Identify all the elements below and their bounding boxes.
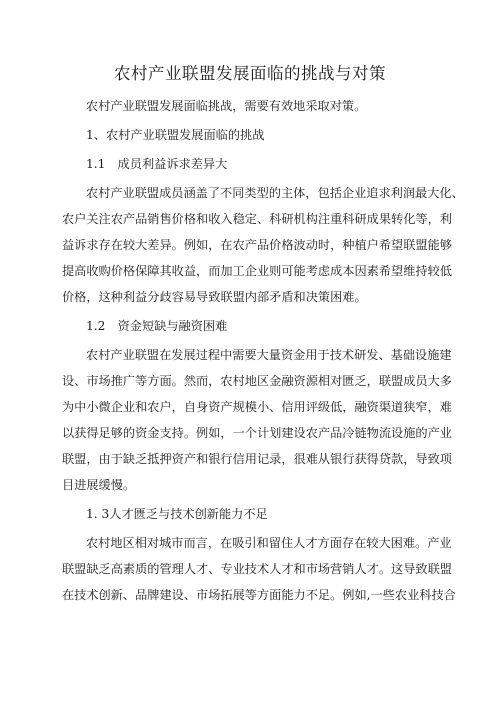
paragraph-line: 农村地区相对城市而言，在吸引和留住人才方面存在较大困难。产业 — [86, 536, 452, 550]
document-title: 农村产业联盟发展面临的挑战与对策 — [114, 64, 386, 83]
paragraph-line: 农村产业联盟在发展过程中需要大量资金用于技术研发、基础设施建 — [86, 348, 452, 362]
paragraph-line: 联盟缺乏高素质的管理人才、专业技术人才和市场营销人才。这导致联盟 — [62, 562, 452, 576]
paragraph-line: 联盟，由于缺乏抵押资产和银行信用记录，很难从银行获得贷款，导致项 — [62, 452, 452, 466]
paragraph-line: 以获得足够的资金支持。例如，一个计划建设农产品冷链物流设施的产业 — [62, 426, 452, 440]
paragraph-line: 农村产业联盟成员涵盖了不同类型的主体，包括企业追求利润最大化、 — [86, 186, 464, 200]
subsection-heading-1-2: 1.2 资金短缺与融资困难 — [86, 319, 228, 333]
subsection-heading-1-3: 1. 3人才匮乏与技术创新能力不足 — [86, 507, 268, 521]
paragraph-line: 农户关注农产品销售价格和收入稳定、科研机构注重科研成果转化等，利 — [62, 212, 452, 226]
paragraph-line: 设、市场推广等方面。然而，农村地区金融资源相对匮乏，联盟成员大多 — [62, 374, 452, 388]
paragraph-line: 价格，这种利益分歧容易导致联盟内部矛盾和决策困难。 — [62, 290, 367, 304]
paragraph-line: 为中小微企业和农户，自身资产规模小、信用评级低，融资渠道狭窄，难 — [62, 400, 452, 414]
subsection-heading-1-1: 1.1 成员利益诉求差异大 — [86, 157, 228, 171]
paragraph-line: 益诉求存在较大差异。例如，在农产品价格波动时，种植户希望联盟能够 — [62, 238, 452, 252]
intro-paragraph: 农村产业联盟发展面临挑战，需要有效地采取对策。 — [86, 99, 367, 113]
section-heading: 1、农村产业联盟发展面临的挑战 — [86, 128, 265, 142]
paragraph-line: 目进展缓慢。 — [62, 478, 136, 492]
paragraph-line: 提高收购价格保障其收益，而加工企业则可能考虑成本因素希望维持较低 — [62, 264, 452, 278]
paragraph-line: 在技术创新、品牌建设、市场拓展等方面能力不足。例如,一些农业科技合 — [62, 588, 456, 602]
